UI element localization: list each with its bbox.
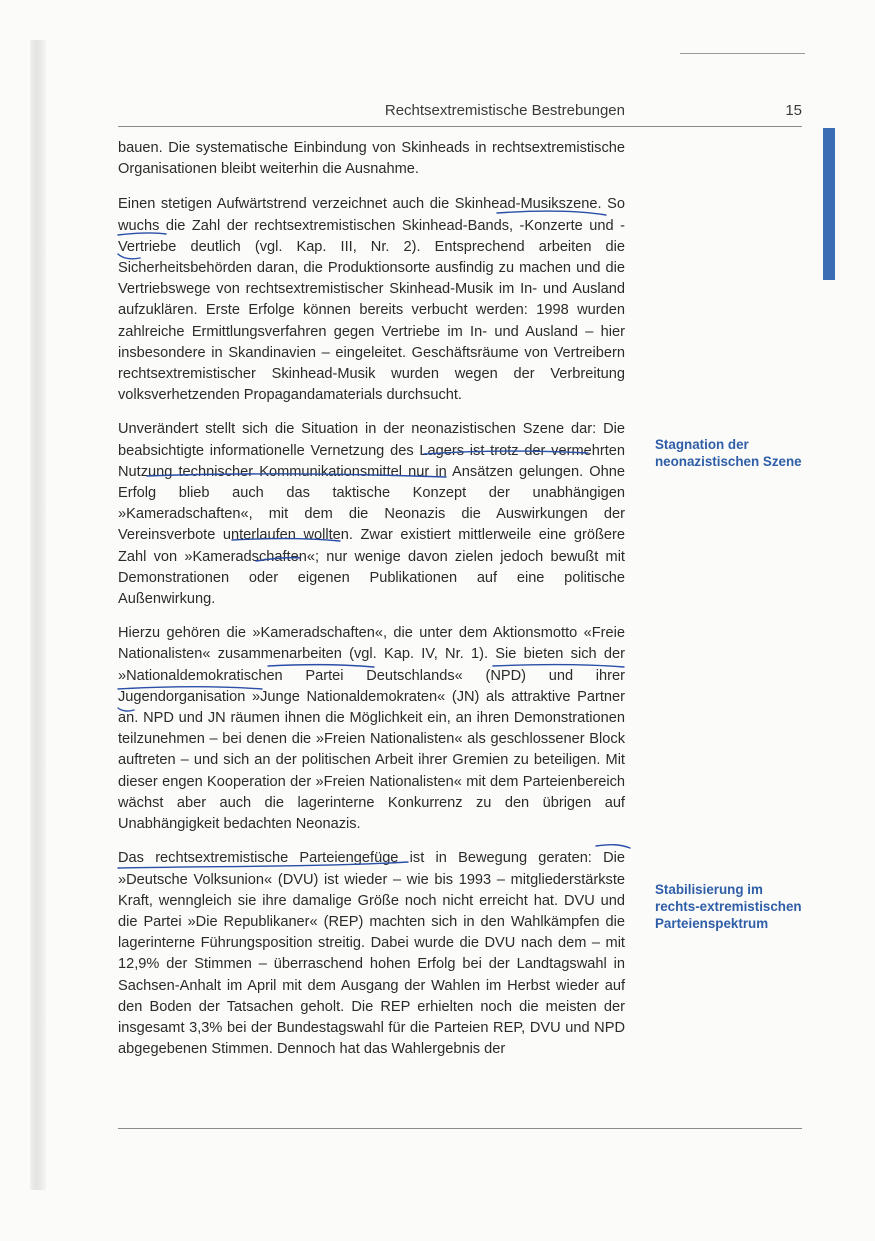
paragraph-neonazi-scene: Unverändert stellt sich die Situation in der neonazistischen Szene dar: Die beabsichtigte informationelle Vernetzung des Lagers ist trotz der vermehrten Nutzung technischer Kommunikationsmittel nur in Ansätzen gelungen. Ohne Erfolg blieb auch das taktische Konzept der unabhängigen »Kameradschaften«, mit dem die Neonazis die Auswirkungen der Vereinsverbote unterlaufen wollten. Zwar existiert mittlerweile eine größere Zahl von »Kameradschaften«; nur wenige davon zielen jedoch bewußt mit Demonstrationen oder eigenen Publikationen auf eine politische Außenwirkung. bbox=[118, 421, 625, 608]
margin-note-stagnation: Stagnation der neonazistischen Szene bbox=[655, 437, 802, 469]
body-text bbox=[118, 138, 625, 1073]
header-divider bbox=[118, 126, 802, 127]
page-number: 15 bbox=[785, 102, 802, 119]
paragraph-skinhead-integration: bauen. Die systematische Einbindung von Skinheads in rechtsextremistische Organisationen bleibt weiterhin die Ausnahme. bbox=[118, 140, 625, 178]
paragraph-party-structure: Das rechtsextremistische Parteiengefüge ist in Bewegung geraten: Die »Deutsche Volksunion« (DVU) ist wieder – wie bis 1993 – mitgliederstärkste Kraft, wenngleich sie ihre damalige Größe noch nicht erreicht hat. DVU und die Partei »Die Republikaner« (REP) machten sich in den Wahlkämpfen die lagerinterne Führungsposition streitig. Dabei wurde die DVU nach dem – mit 12,9% der Stimmen – überraschend hohen Erfolg bei der Landtagswahl in Sachsen-Anhalt im April mit dem Ausgang der Wahlen im Herbst wieder auf den Boden der Tatsachen geholt. Die REP erhielten noch die meisten der insgesamt 3,3% bei der Bundestagswahl für die Parteien REP, DVU und NPD abgegebenen Stimmen. Dennoch hat das Wahlergebnis der bbox=[118, 850, 625, 1058]
footer-divider bbox=[118, 1128, 802, 1129]
chapter-accent-bar bbox=[823, 128, 835, 280]
paragraph-skinhead-music: Einen stetigen Aufwärtstrend verzeichnet auch die Skinhead-Musikszene. So wuchs die Zahl der rechtsextremistischen Skinhead-Bands, -Konzerte und -Vertriebe deutlich (vgl. Kap. III, Nr. 2). Entsprechend arbeiten die Sicherheitsbehörden daran, die Produktionsorte ausfindig zu machen und die Vertriebswege von rechtsextremistischer Skinhead-Musik im In- und Ausland aufzuklären. Erste Erfolge können bereits verbucht werden: 1998 wurden zahlreiche Ermittlungsverfahren gegen Vertriebe im In- und Ausland – hier insbesondere in Skandinavien – eingeleitet. Geschäftsräume von Vertreibern rechtsextremistischer Skinhead-Musik wurden wegen der Verbreitung volksverhetzenden Propagandamaterials durchsucht. bbox=[118, 196, 625, 404]
scan-binding-shadow bbox=[30, 40, 46, 1190]
running-header-title: Rechtsextremistische Bestrebungen bbox=[384, 102, 625, 119]
top-rule bbox=[680, 53, 805, 54]
margin-note-stabilisation: Stabilisierung im rechts-extremistischen Parteienspektrum bbox=[655, 882, 802, 931]
paragraph-free-nationalists: Hierzu gehören die »Kameradschaften«, die unter dem Aktionsmotto «Freie Nationalisten« zusammenarbeiten (vgl. Kap. IV, Nr. 1). Sie bieten sich der »Nationaldemokratischen Partei Deutschlands« (NPD) und ihrer Jugendorganisation »Junge Nationaldemokraten« (JN) als attraktive Partner an. NPD und JN räumen ihnen die Möglichkeit ein, an ihren Demonstrationen teilzunehmen – bei denen die »Freien Nationalisten« als geschlossener Block auftreten – und sich an der politischen Arbeit ihrer Gremien zu beteiligen. Mit dieser engen Kooperation der »Freien Nationalisten« mit dem Parteienbereich wächst aber auch die lagerinterne Konkurrenz zu den übrigen auf Unabhängigkeit bedachten Neonazis. bbox=[118, 625, 625, 833]
